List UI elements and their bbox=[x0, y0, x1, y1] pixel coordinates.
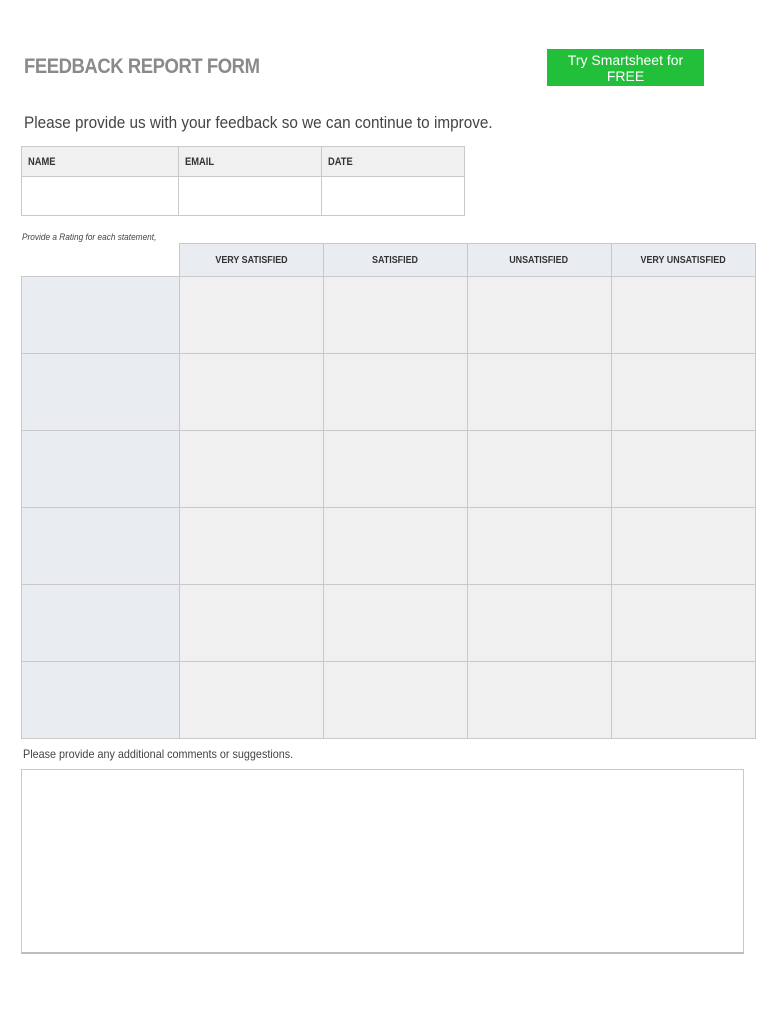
unsatisfied-header: UNSATISFIED bbox=[467, 244, 611, 277]
very-unsatisfied-cell[interactable] bbox=[611, 508, 755, 585]
statement-cell[interactable] bbox=[22, 354, 180, 431]
very-unsatisfied-cell[interactable] bbox=[611, 662, 755, 739]
satisfied-cell[interactable] bbox=[323, 508, 467, 585]
satisfied-header: SATISFIED bbox=[323, 244, 467, 277]
very-satisfied-cell[interactable] bbox=[179, 431, 323, 508]
very-unsatisfied-header: VERY UNSATISFIED bbox=[611, 244, 755, 277]
unsatisfied-cell[interactable] bbox=[467, 354, 611, 431]
rating-instructions-line-1: Provide a Rating for each statement, bbox=[22, 232, 157, 242]
form-title: FEEDBACK REPORT FORM bbox=[24, 55, 260, 78]
rating-row bbox=[22, 277, 756, 354]
rating-row bbox=[22, 662, 756, 739]
comments-label: Please provide any additional comments or suggestions. bbox=[23, 747, 294, 761]
comments-box[interactable] bbox=[21, 769, 744, 954]
rating-table bbox=[21, 243, 756, 739]
very-satisfied-cell[interactable] bbox=[179, 662, 323, 739]
intro-text: Please provide us with your feedback so we can continue to improve. bbox=[24, 113, 493, 132]
email-header: EMAIL bbox=[179, 147, 322, 177]
very-unsatisfied-cell[interactable] bbox=[611, 431, 755, 508]
satisfied-cell[interactable] bbox=[323, 585, 467, 662]
statement-cell[interactable] bbox=[22, 585, 180, 662]
unsatisfied-cell[interactable] bbox=[467, 277, 611, 354]
unsatisfied-cell[interactable] bbox=[467, 585, 611, 662]
rating-corner bbox=[22, 244, 180, 277]
rating-row bbox=[22, 585, 756, 662]
statement-cell[interactable] bbox=[22, 431, 180, 508]
satisfied-cell[interactable] bbox=[323, 277, 467, 354]
unsatisfied-cell[interactable] bbox=[467, 431, 611, 508]
very-unsatisfied-cell[interactable] bbox=[611, 585, 755, 662]
satisfied-cell[interactable] bbox=[323, 354, 467, 431]
contact-info-table bbox=[21, 146, 465, 216]
rating-row bbox=[22, 508, 756, 585]
date-field[interactable] bbox=[322, 177, 465, 216]
satisfied-cell[interactable] bbox=[323, 431, 467, 508]
very-satisfied-cell[interactable] bbox=[179, 585, 323, 662]
name-header: NAME bbox=[22, 147, 179, 177]
very-unsatisfied-cell[interactable] bbox=[611, 354, 755, 431]
satisfied-cell[interactable] bbox=[323, 662, 467, 739]
try-smartsheet-button[interactable]: Try Smartsheet for FREE bbox=[547, 49, 704, 86]
email-field[interactable] bbox=[179, 177, 322, 216]
very-satisfied-cell[interactable] bbox=[179, 277, 323, 354]
date-header: DATE bbox=[322, 147, 465, 177]
statement-cell[interactable] bbox=[22, 662, 180, 739]
name-field[interactable] bbox=[22, 177, 179, 216]
very-satisfied-cell[interactable] bbox=[179, 354, 323, 431]
very-unsatisfied-cell[interactable] bbox=[611, 277, 755, 354]
very-satisfied-cell[interactable] bbox=[179, 508, 323, 585]
unsatisfied-cell[interactable] bbox=[467, 508, 611, 585]
statement-cell[interactable] bbox=[22, 277, 180, 354]
rating-row bbox=[22, 431, 756, 508]
rating-row bbox=[22, 354, 756, 431]
statement-cell[interactable] bbox=[22, 508, 180, 585]
unsatisfied-cell[interactable] bbox=[467, 662, 611, 739]
very-satisfied-header: VERY SATISFIED bbox=[179, 244, 323, 277]
